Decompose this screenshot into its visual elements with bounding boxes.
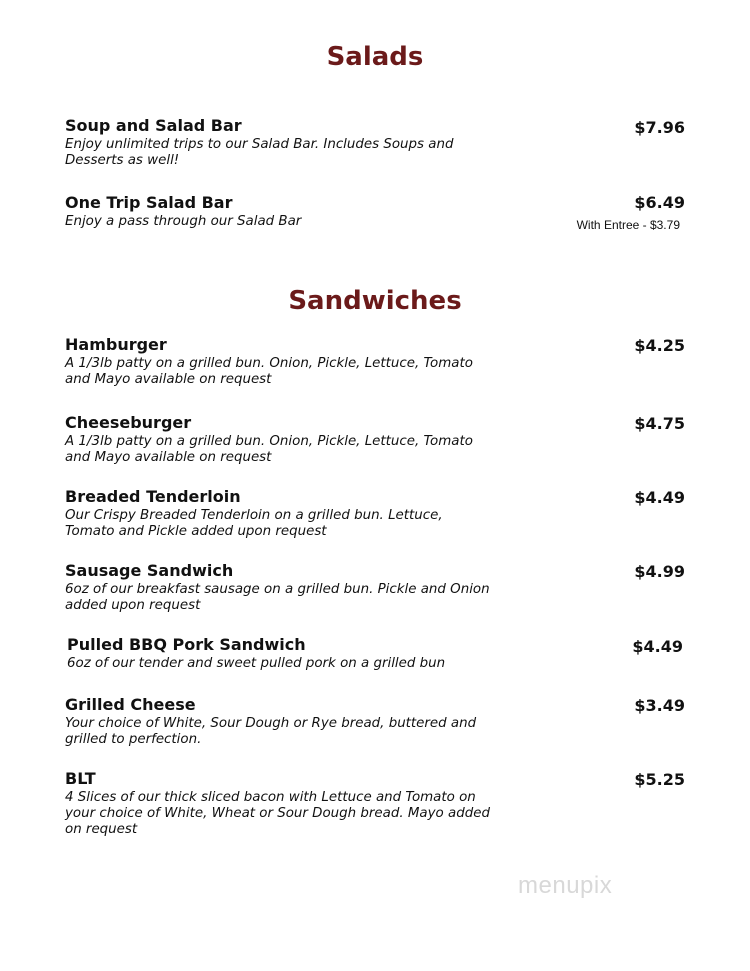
sandwiches-heading: Sandwiches [288,286,462,316]
item-name: BLT [65,769,96,788]
menu-item-breaded-tenderloin [65,488,685,540]
menu-item-hamburger [65,336,685,388]
salads-heading: Salads [326,42,424,72]
item-price: $3.49 [634,696,685,715]
item-price: $4.49 [634,488,685,507]
item-name: One Trip Salad Bar [65,193,233,212]
menu-item-grilled-cheese [65,696,685,748]
menu-item-cheeseburger [65,414,685,466]
item-price: $4.25 [634,336,685,355]
menu-item-pulled-bbq-pork-sandwich [67,636,683,672]
item-price: $4.99 [634,562,685,581]
item-name: Cheeseburger [65,413,192,432]
item-price: $7.96 [634,118,685,137]
item-name: Hamburger [65,335,167,354]
menu-item-blt [65,770,685,838]
item-name: Breaded Tenderloin [65,487,241,506]
item-name: Pulled BBQ Pork Sandwich [67,635,306,654]
item-description: Enjoy unlimited trips to our Salad Bar. Includes Soups and Desserts as well! [65,137,454,168]
item-description: 6oz of our breakfast sausage on a grilled bun. Pickle and Onion added upon request [65,582,490,613]
item-name: Sausage Sandwich [65,561,234,580]
menu-item-soup-and-salad-bar [65,117,685,169]
menupix-watermark: menupix [518,872,613,899]
item-description: A 1/3lb patty on a grilled bun. Onion, Pickle, Lettuce, Tomato and Mayo available on request [65,356,473,387]
item-description: Our Crispy Breaded Tenderloin on a grilled bun. Lettuce, Tomato and Pickle added upon request [65,508,443,539]
menu-item-one-trip-salad-bar [65,194,685,230]
item-price: $4.49 [632,637,683,656]
item-name: Soup and Salad Bar [65,116,242,135]
item-price: $4.75 [634,414,685,433]
menu-item-sausage-sandwich [65,562,685,614]
item-description: A 1/3lb patty on a grilled bun. Onion, Pickle, Lettuce, Tomato and Mayo available on request [65,434,473,465]
item-price: $6.49 [634,193,685,212]
item-description: Your choice of White, Sour Dough or Rye bread, buttered and grilled to perfection. [65,716,477,747]
item-name: Grilled Cheese [65,695,196,714]
item-description: 6oz of our tender and sweet pulled pork on a grilled bun [67,656,446,671]
item-description: Enjoy a pass through our Salad Bar [65,214,302,229]
item-description: 4 Slices of our thick sliced bacon with Lettuce and Tomato on your choice of White, Wheat or Sour Dough bread. Mayo added on request [65,790,490,837]
item-price-note: With Entree - $3.79 [576,218,680,232]
item-price: $5.25 [634,770,685,789]
